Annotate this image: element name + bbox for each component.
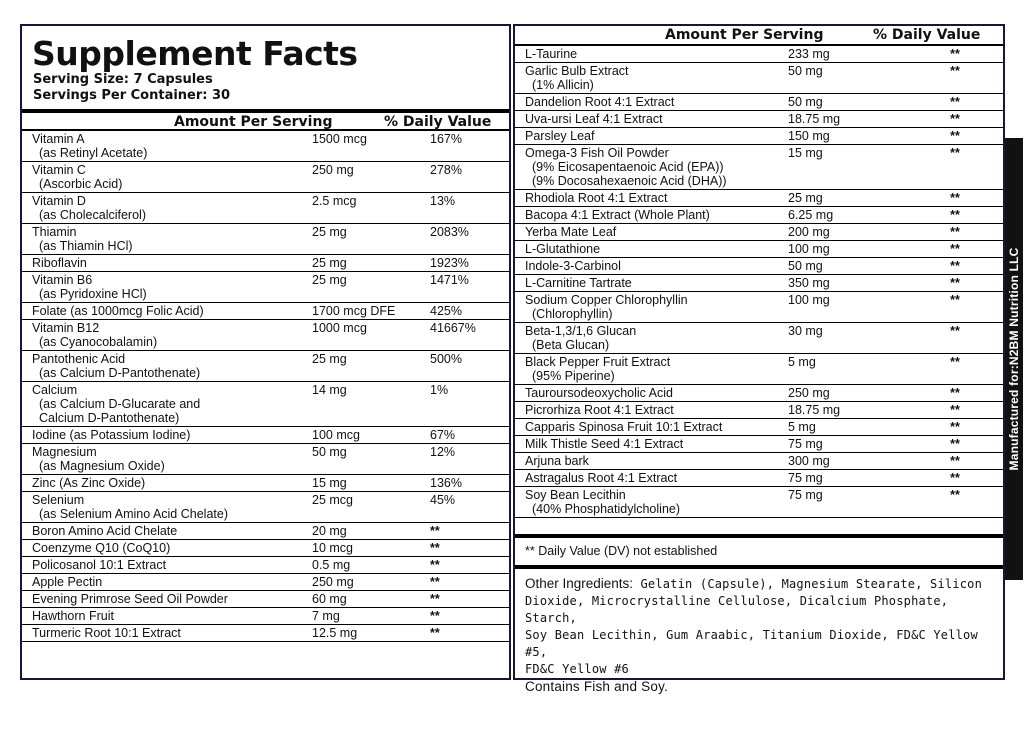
other-ingredients-line: Soy Bean Lecithin, Gum Araabic, Titanium Dioxide, FD&C Yellow #5, — [525, 628, 978, 659]
daily-value-cell: ** — [950, 129, 960, 143]
table-row — [22, 492, 509, 523]
amount-cell: 5 mg — [788, 420, 816, 434]
nutrient-name: Beta-1,3/1,6 Glucan — [525, 324, 637, 338]
amount-per-serving-header-right: Amount Per Serving — [665, 27, 824, 43]
nutrient-name: Vitamin B12 — [32, 321, 100, 335]
nutrient-name: Thiamin — [32, 225, 77, 239]
table-row — [515, 487, 1003, 518]
table-row — [22, 382, 509, 427]
amount-cell: 1700 mcg DFE — [312, 304, 396, 318]
nutrient-name-cell — [515, 293, 788, 321]
nutrient-name: Folate (as 1000mcg Folic Acid) — [32, 304, 204, 318]
daily-value-cell: ** — [950, 386, 960, 400]
table-spacer — [515, 518, 1003, 534]
nutrient-name: Uva-ursi Leaf 4:1 Extract — [525, 112, 663, 126]
daily-value-cell: ** — [950, 47, 960, 61]
nutrient-name: Riboflavin — [32, 256, 87, 270]
amount-cell: 7 mg — [312, 609, 340, 623]
nutrient-name-cell — [515, 129, 788, 143]
nutrient-name-cell — [22, 225, 312, 253]
table-row — [515, 63, 1003, 94]
daily-value-cell: ** — [430, 609, 440, 623]
nutrient-name: Astragalus Root 4:1 Extract — [525, 471, 678, 485]
amount-cell: 14 mg — [312, 383, 347, 397]
table-row — [22, 540, 509, 557]
nutrient-name: Evening Primrose Seed Oil Powder — [32, 592, 228, 606]
table-row — [22, 574, 509, 591]
supplement-facts-right-panel — [513, 24, 1005, 694]
amount-cell: 1000 mcg — [312, 321, 367, 335]
nutrient-name: Omega-3 Fish Oil Powder — [525, 146, 669, 160]
daily-value-cell: ** — [950, 403, 960, 417]
nutrient-name: Policosanol 10:1 Extract — [32, 558, 167, 572]
table-row — [515, 323, 1003, 354]
nutrient-source: (as Magnesium Oxide) — [39, 459, 165, 473]
amount-cell: 6.25 mg — [788, 208, 834, 222]
nutrient-source: (as Selenium Amino Acid Chelate) — [39, 507, 228, 521]
nutrient-name: Sodium Copper Chlorophyllin — [525, 293, 688, 307]
table-row — [515, 46, 1003, 63]
table-row — [515, 224, 1003, 241]
daily-value-cell: 12% — [430, 445, 456, 459]
nutrient-name-cell — [22, 575, 312, 589]
allergen-statement: Contains Fish and Soy. — [525, 679, 668, 694]
amount-cell: 15 mg — [788, 146, 823, 160]
table-row — [22, 224, 509, 255]
other-ingredients — [515, 569, 1003, 702]
amount-cell: 250 mg — [312, 575, 354, 589]
daily-value-cell: ** — [430, 541, 440, 555]
nutrient-name-cell — [515, 276, 788, 290]
nutrient-source: (Beta Glucan) — [532, 338, 610, 352]
nutrient-name: Pantothenic Acid — [32, 352, 126, 366]
nutrient-source: (9% Docosahexaenoic Acid (DHA)) — [532, 174, 727, 188]
amount-cell: 250 mg — [788, 386, 830, 400]
nutrient-source: (as Calcium D-Pantothenate) — [39, 366, 201, 380]
nutrient-name: Magnesium — [32, 445, 97, 459]
left-nutrient-table — [22, 131, 509, 642]
nutrient-source: (95% Piperine) — [532, 369, 615, 383]
amount-cell: 75 mg — [788, 488, 823, 502]
daily-value-cell: 1471% — [430, 273, 469, 287]
nutrient-name-cell — [22, 383, 312, 425]
nutrient-source: (as Calcium D-Glucarate and — [39, 397, 201, 411]
nutrient-source: (as Retinyl Acetate) — [39, 146, 148, 160]
daily-value-cell: ** — [950, 146, 960, 160]
nutrient-name: Capparis Spinosa Fruit 10:1 Extract — [525, 420, 723, 434]
nutrient-name-cell — [22, 304, 312, 318]
nutrient-name: Iodine (as Potassium Iodine) — [32, 428, 191, 442]
nutrient-name: Zinc (As Zinc Oxide) — [32, 476, 146, 490]
table-row — [22, 272, 509, 303]
table-row — [515, 128, 1003, 145]
daily-value-header-right: % Daily Value — [873, 27, 981, 43]
nutrient-source: (40% Phosphatidylcholine) — [532, 502, 681, 516]
daily-value-cell: 1% — [430, 383, 449, 397]
nutrient-name-cell — [515, 488, 788, 516]
amount-cell: 10 mcg — [312, 541, 353, 555]
nutrient-name-cell — [22, 273, 312, 301]
table-row — [515, 275, 1003, 292]
daily-value-cell: ** — [950, 242, 960, 256]
amount-cell: 5 mg — [788, 355, 816, 369]
daily-value-cell: ** — [950, 208, 960, 222]
nutrient-name-cell — [515, 471, 788, 485]
daily-value-cell: ** — [950, 225, 960, 239]
nutrient-name-cell — [515, 242, 788, 256]
amount-cell: 25 mg — [312, 273, 347, 287]
amount-cell: 50 mg — [788, 64, 823, 78]
daily-value-cell: ** — [950, 488, 960, 502]
nutrient-name: L-Glutathione — [525, 242, 601, 256]
amount-cell: 30 mg — [788, 324, 823, 338]
page-title: Supplement Facts — [32, 34, 358, 73]
amount-cell: 25 mg — [312, 352, 347, 366]
amount-cell: 300 mg — [788, 454, 830, 468]
nutrient-name: Vitamin C — [32, 163, 86, 177]
nutrient-name-cell — [22, 493, 312, 521]
daily-value-cell: ** — [950, 293, 960, 307]
nutrient-name: Bacopa 4:1 Extract (Whole Plant) — [525, 208, 710, 222]
table-row — [515, 258, 1003, 275]
table-row — [22, 427, 509, 444]
amount-cell: 50 mg — [312, 445, 347, 459]
nutrient-name: Coenzyme Q10 (CoQ10) — [32, 541, 171, 555]
nutrient-name-cell — [22, 476, 312, 490]
amount-cell: 2.5 mcg — [312, 194, 357, 208]
nutrient-name: Vitamin D — [32, 194, 86, 208]
nutrient-name-cell — [22, 256, 312, 270]
table-row — [22, 303, 509, 320]
nutrient-source: (as Pyridoxine HCl) — [39, 287, 147, 301]
nutrient-source: (Chlorophyllin) — [532, 307, 613, 321]
table-row — [515, 385, 1003, 402]
table-row — [22, 444, 509, 475]
nutrient-name: Apple Pectin — [32, 575, 103, 589]
manufacturer-text: Manufactured for:N2BM Nutrition LLC — [1007, 247, 1021, 471]
table-row — [22, 523, 509, 540]
nutrient-source: (as Cholecalciferol) — [39, 208, 146, 222]
nutrient-name: Parsley Leaf — [525, 129, 595, 143]
nutrient-name: Milk Thistle Seed 4:1 Extract — [525, 437, 684, 451]
nutrient-name-cell — [515, 259, 788, 273]
nutrient-name-cell — [22, 163, 312, 191]
nutrient-name: Turmeric Root 10:1 Extract — [32, 626, 181, 640]
daily-value-cell: 136% — [430, 476, 462, 490]
nutrient-name-cell — [515, 191, 788, 205]
amount-cell: 25 mg — [788, 191, 823, 205]
table-row — [22, 351, 509, 382]
table-row — [515, 111, 1003, 128]
table-row — [515, 292, 1003, 323]
amount-cell: 1500 mcg — [312, 132, 367, 146]
daily-value-cell: ** — [430, 592, 440, 606]
nutrient-name: Selenium — [32, 493, 85, 507]
daily-value-cell: ** — [950, 324, 960, 338]
daily-value-header: % Daily Value — [384, 114, 492, 130]
amount-cell: 50 mg — [788, 95, 823, 109]
nutrient-name-cell — [22, 352, 312, 380]
nutrient-name-cell — [22, 321, 312, 349]
nutrient-source: (Ascorbic Acid) — [39, 177, 123, 191]
amount-cell: 25 mg — [312, 256, 347, 270]
amount-cell: 18.75 mg — [788, 403, 841, 417]
nutrient-source: (1% Allicin) — [532, 78, 594, 92]
nutrient-name: Rhodiola Root 4:1 Extract — [525, 191, 668, 205]
table-row — [515, 94, 1003, 111]
nutrient-name-cell — [515, 454, 788, 468]
nutrient-name-cell — [22, 541, 312, 555]
daily-value-cell: 167% — [430, 132, 462, 146]
amount-cell: 12.5 mg — [312, 626, 358, 640]
daily-value-cell: ** — [950, 95, 960, 109]
table-row — [515, 241, 1003, 258]
amount-cell: 25 mcg — [312, 493, 353, 507]
other-ingredients-label: Other Ingredients: — [525, 576, 634, 591]
daily-value-cell: 278% — [430, 163, 462, 177]
nutrient-name: Dandelion Root 4:1 Extract — [525, 95, 675, 109]
amount-cell: 350 mg — [788, 276, 830, 290]
nutrient-name-cell — [22, 194, 312, 222]
nutrient-name-cell — [22, 132, 312, 160]
nutrient-name-cell — [515, 355, 788, 383]
daily-value-cell: 425% — [430, 304, 462, 318]
daily-value-cell: 500% — [430, 352, 462, 366]
nutrient-name: Soy Bean Lecithin — [525, 488, 626, 502]
amount-cell: 25 mg — [312, 225, 347, 239]
nutrient-name-cell — [22, 592, 312, 606]
nutrient-name: Hawthorn Fruit — [32, 609, 114, 623]
table-row — [22, 162, 509, 193]
daily-value-footnote: ** Daily Value (DV) not established — [515, 534, 1003, 569]
other-ingredients-line: Gelatin (Capsule), Magnesium Stearate, Silicon — [640, 577, 983, 591]
table-row — [22, 625, 509, 642]
nutrient-name: L-Taurine — [525, 47, 578, 61]
nutrient-name: Yerba Mate Leaf — [525, 225, 617, 239]
right-nutrient-table — [515, 46, 1003, 518]
nutrient-name-cell — [515, 64, 788, 92]
supplement-facts-left-panel — [20, 24, 511, 680]
nutrient-name: Picrorhiza Root 4:1 Extract — [525, 403, 674, 417]
table-row — [22, 557, 509, 574]
serving-size: Serving Size: 7 Capsules — [33, 72, 213, 87]
daily-value-cell: 45% — [430, 493, 456, 507]
nutrient-source: (as Cyanocobalamin) — [39, 335, 158, 349]
table-row — [515, 453, 1003, 470]
nutrient-name-cell — [515, 386, 788, 400]
nutrient-name: Black Pepper Fruit Extract — [525, 355, 671, 369]
daily-value-cell: ** — [430, 558, 440, 572]
nutrient-name-cell — [515, 403, 788, 417]
nutrient-name: Tauroursodeoxycholic Acid — [525, 386, 673, 400]
nutrient-name: Arjuna bark — [525, 454, 589, 468]
nutrient-name-cell — [22, 524, 312, 538]
nutrient-name: Vitamin B6 — [32, 273, 93, 287]
amount-cell: 75 mg — [788, 437, 823, 451]
nutrient-name-cell — [22, 626, 312, 640]
table-row — [22, 591, 509, 608]
amount-cell: 75 mg — [788, 471, 823, 485]
nutrient-name-cell — [22, 558, 312, 572]
other-ingredients-line: Dioxide, Microcrystalline Cellulose, Dicalcium Phosphate, Starch, — [525, 594, 949, 625]
table-row — [22, 608, 509, 625]
nutrient-name-cell — [515, 324, 788, 352]
amount-cell: 60 mg — [312, 592, 347, 606]
daily-value-cell: ** — [950, 437, 960, 451]
table-row — [515, 436, 1003, 453]
daily-value-cell: 41667% — [430, 321, 476, 335]
table-row — [515, 190, 1003, 207]
nutrient-source: (9% Eicosapentaenoic Acid (EPA)) — [532, 160, 724, 174]
table-row — [515, 207, 1003, 224]
table-row — [22, 193, 509, 224]
table-row — [515, 402, 1003, 419]
amount-cell: 100 mcg — [312, 428, 360, 442]
table-row — [22, 320, 509, 351]
nutrient-name-cell — [22, 428, 312, 442]
nutrient-name-cell — [515, 95, 788, 109]
nutrient-name-cell — [515, 420, 788, 434]
amount-cell: 100 mg — [788, 293, 830, 307]
amount-cell: 150 mg — [788, 129, 830, 143]
table-row — [22, 131, 509, 162]
amount-cell: 50 mg — [788, 259, 823, 273]
amount-cell: 250 mg — [312, 163, 354, 177]
table-row — [515, 470, 1003, 487]
nutrient-name-cell — [515, 225, 788, 239]
nutrient-name: Vitamin A — [32, 132, 85, 146]
amount-cell: 20 mg — [312, 524, 347, 538]
amount-cell: 200 mg — [788, 225, 830, 239]
daily-value-cell: ** — [950, 112, 960, 126]
servings-per-container: Servings Per Container: 30 — [33, 88, 231, 103]
daily-value-cell: ** — [950, 454, 960, 468]
daily-value-cell: ** — [950, 420, 960, 434]
right-column-header — [515, 26, 1003, 46]
daily-value-cell: ** — [430, 575, 440, 589]
daily-value-cell: ** — [430, 626, 440, 640]
table-row — [22, 255, 509, 272]
daily-value-cell: 2083% — [430, 225, 469, 239]
nutrient-name: L-Carnitine Tartrate — [525, 276, 632, 290]
table-row — [22, 475, 509, 492]
daily-value-cell: ** — [950, 471, 960, 485]
daily-value-cell: 67% — [430, 428, 456, 442]
daily-value-cell: 1923% — [430, 256, 469, 270]
nutrient-name-cell — [515, 47, 788, 61]
nutrient-name: Boron Amino Acid Chelate — [32, 524, 178, 538]
manufacturer-sidebar — [1005, 138, 1023, 580]
nutrient-name-cell — [515, 208, 788, 222]
nutrient-name-cell — [22, 609, 312, 623]
amount-per-serving-header: Amount Per Serving — [174, 114, 333, 130]
amount-cell: 15 mg — [312, 476, 347, 490]
nutrient-name: Indole-3-Carbinol — [525, 259, 621, 273]
nutrient-name-cell — [515, 112, 788, 126]
daily-value-cell: ** — [950, 191, 960, 205]
table-row — [515, 354, 1003, 385]
daily-value-cell: 13% — [430, 194, 456, 208]
table-row — [515, 419, 1003, 436]
daily-value-cell: ** — [430, 524, 440, 538]
nutrient-name: Garlic Bulb Extract — [525, 64, 629, 78]
daily-value-cell: ** — [950, 355, 960, 369]
amount-cell: 18.75 mg — [788, 112, 841, 126]
nutrient-name-cell — [22, 445, 312, 473]
nutrient-name-cell — [515, 146, 788, 188]
amount-cell: 0.5 mg — [312, 558, 351, 572]
other-ingredients-line: FD&C Yellow #6 — [525, 662, 629, 676]
daily-value-cell: ** — [950, 276, 960, 290]
nutrient-source: (as Thiamin HCl) — [39, 239, 133, 253]
amount-cell: 100 mg — [788, 242, 830, 256]
left-column-header — [22, 109, 509, 131]
daily-value-cell: ** — [950, 64, 960, 78]
daily-value-cell: ** — [950, 259, 960, 273]
amount-cell: 233 mg — [788, 47, 830, 61]
nutrient-source: Calcium D-Pantothenate) — [39, 411, 180, 425]
nutrient-name-cell — [515, 437, 788, 451]
table-row — [515, 145, 1003, 190]
nutrient-name: Calcium — [32, 383, 78, 397]
